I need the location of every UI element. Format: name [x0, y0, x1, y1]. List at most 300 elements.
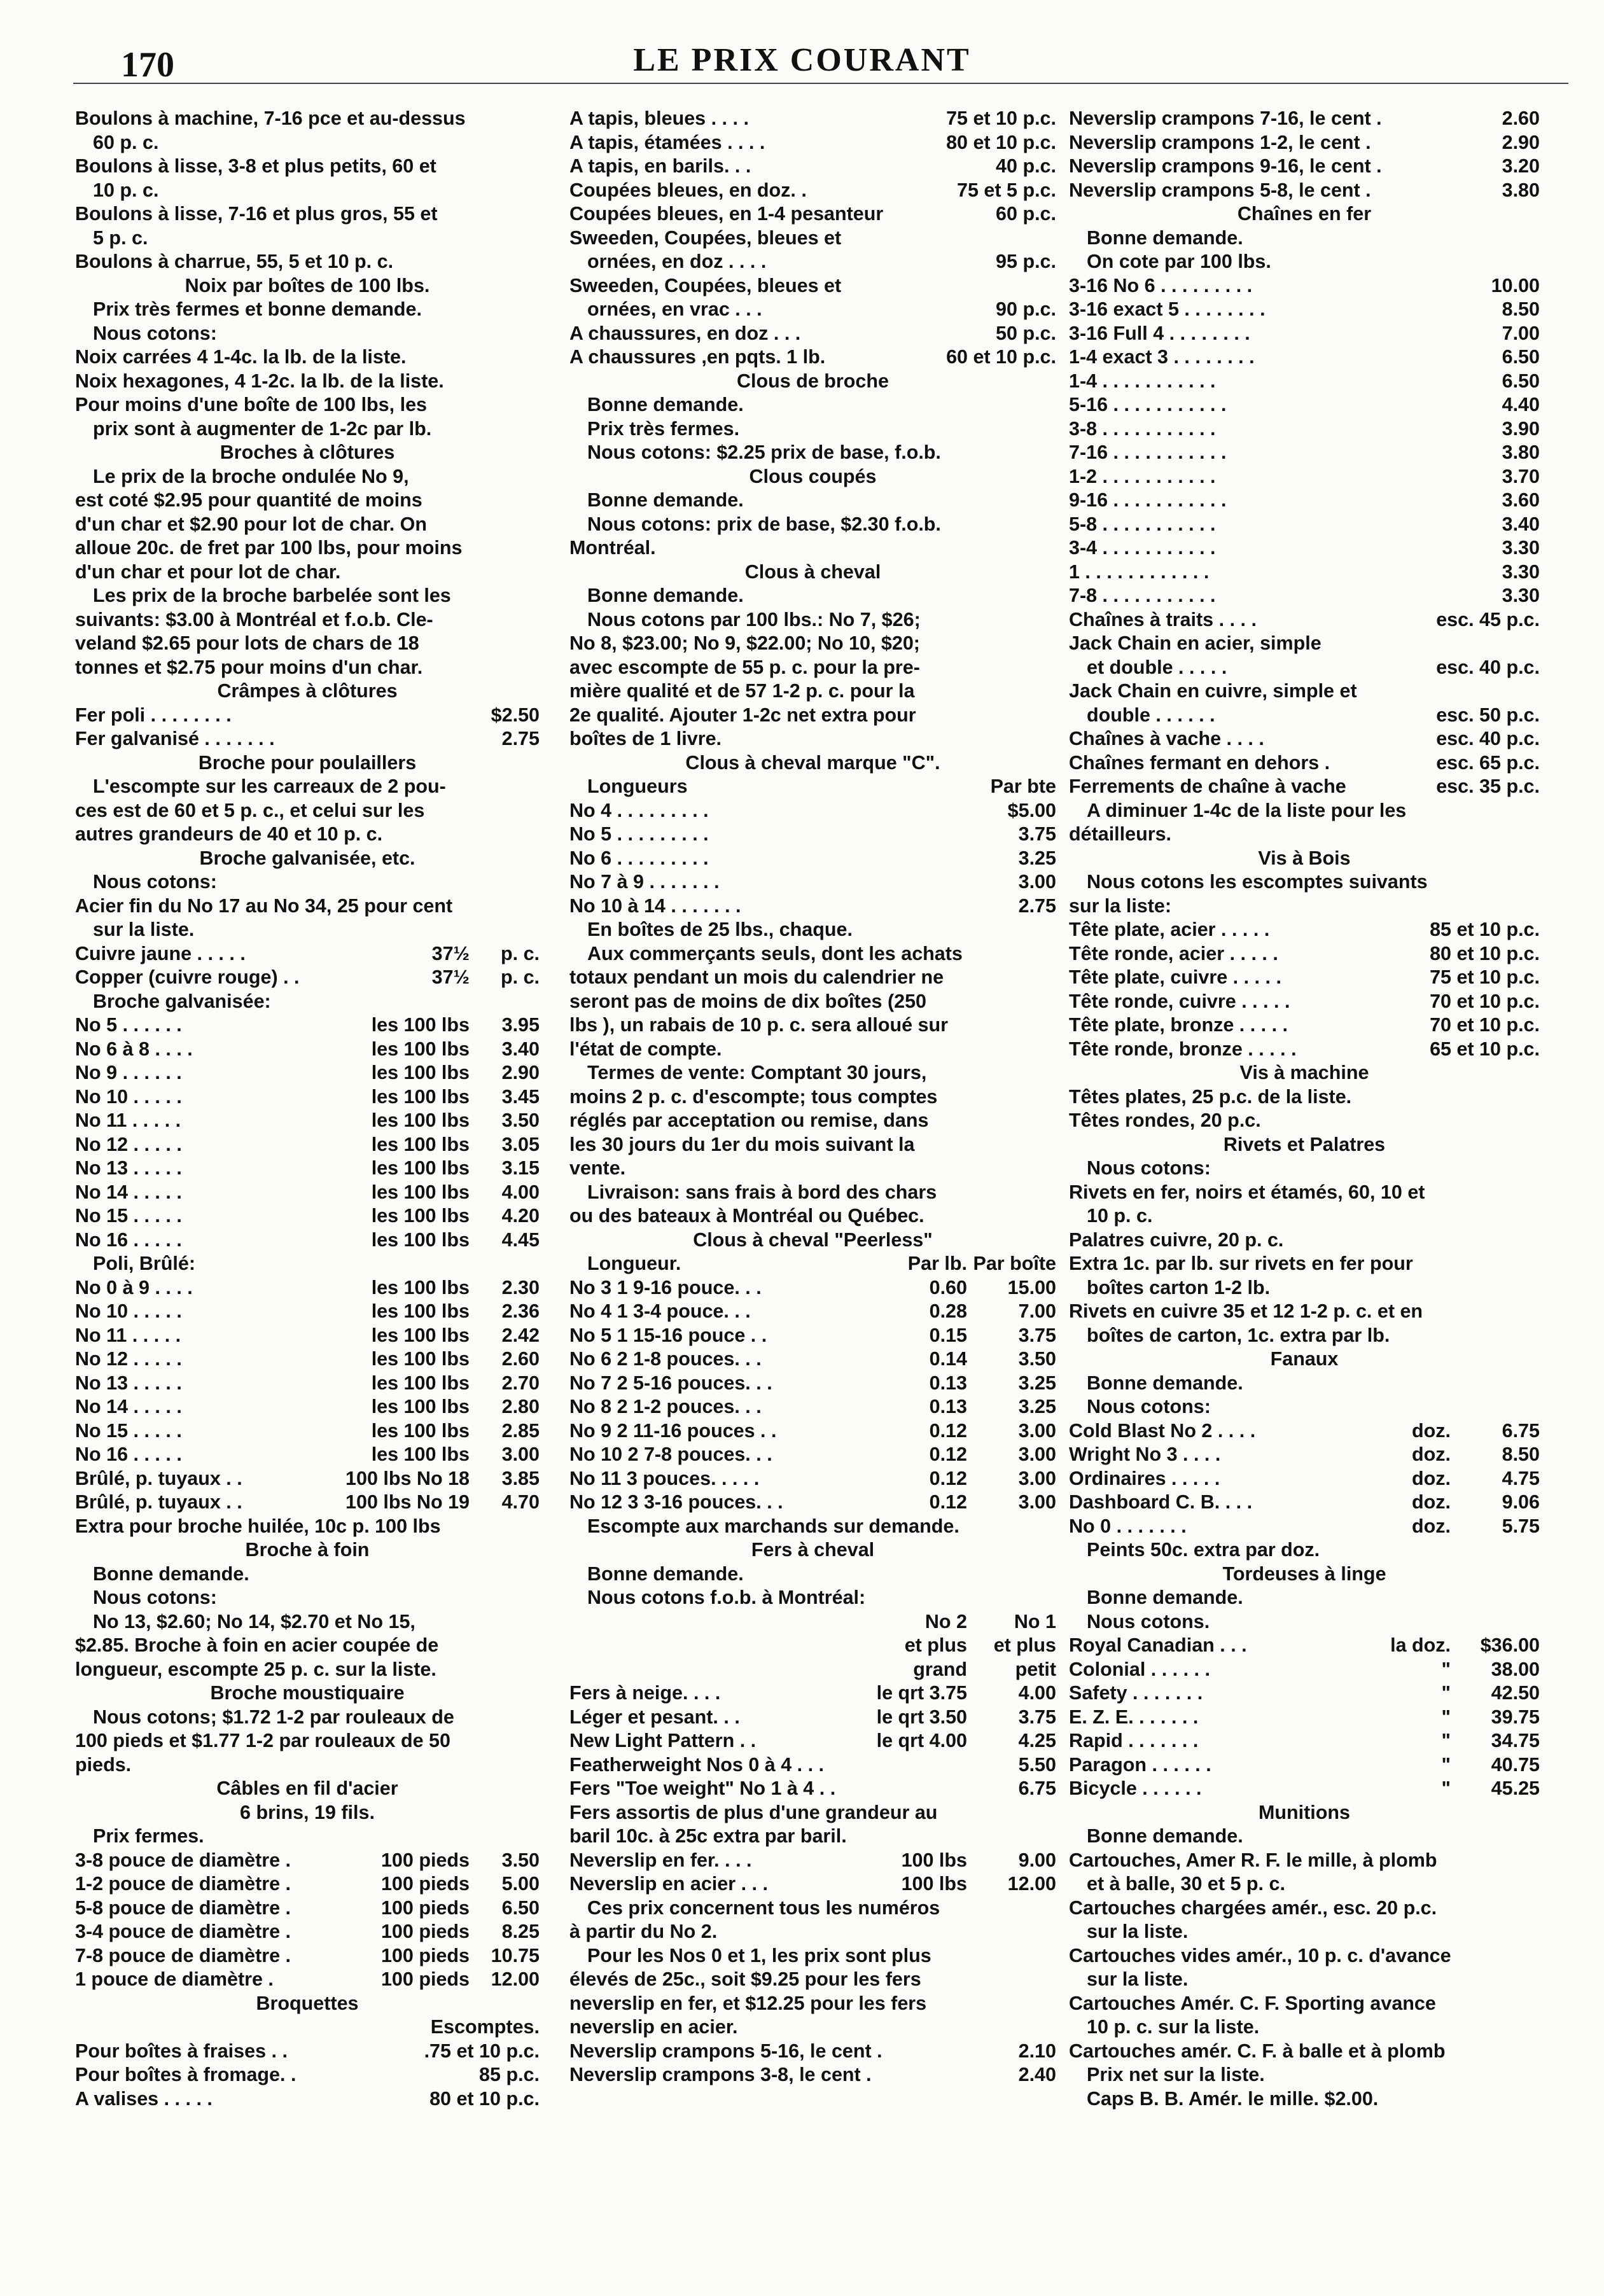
text-line: Aux commerçants seuls, dont les achats — [587, 942, 963, 964]
row-label: Longueurs — [587, 776, 688, 797]
row-value: " — [1441, 1778, 1451, 1799]
row-value: 3.95 — [501, 1014, 540, 1036]
row-value: 34.75 — [1491, 1730, 1540, 1751]
text-line: Fers assortis de plus d'une grandeur au — [569, 1801, 938, 1823]
row-value: esc. 65 p.c. — [1436, 751, 1540, 774]
row-label: Tête plate, bronze . . . . . — [1069, 1014, 1288, 1036]
price-row — [569, 870, 1056, 894]
row-value: esc. 35 p.c. — [1436, 776, 1540, 797]
row-value: 6.50 — [501, 1896, 540, 1919]
row-value: 37½ — [431, 942, 470, 964]
row-value: le qrt 3.75 — [876, 1682, 967, 1704]
price-row — [569, 1681, 1056, 1706]
row-value: 100 pieds — [380, 1968, 470, 1990]
text-line: Bonne demande. — [1087, 226, 1243, 249]
price-row — [1069, 131, 1540, 155]
row-label: Ordinaires . . . . . — [1069, 1467, 1220, 1489]
price-row — [1069, 1753, 1540, 1778]
row-label: Pour boîtes à fromage. . — [75, 2064, 296, 2085]
text-line: réglés par acceptation ou remise, dans — [569, 1110, 929, 1131]
text-line: Prix net sur la liste. — [1087, 2064, 1265, 2085]
text-line: boîtes de 1 livre. — [569, 728, 722, 749]
text-line: neverslip en acier. — [569, 2016, 738, 2038]
row-label: Copper (cuivre rouge) . . — [75, 966, 300, 988]
row-value: 6.75 — [1018, 1778, 1056, 1799]
row-value: les 100 lbs — [371, 1110, 470, 1131]
row-value: 3.75 — [1018, 1324, 1056, 1346]
price-row — [569, 250, 1056, 274]
price-row — [75, 1372, 540, 1396]
price-row — [1069, 345, 1540, 370]
column-3 — [1069, 107, 1540, 2283]
row-value: 0.60 — [929, 1276, 967, 1298]
row-label: 5-16 . . . . . . . . . . . — [1069, 394, 1227, 415]
text-line: est coté $2.95 pour quantité de moins — [75, 489, 422, 511]
row-value: 10.75 — [491, 1944, 540, 1966]
price-row — [75, 1872, 540, 1896]
price-row — [1069, 1729, 1540, 1753]
price-row — [569, 775, 1056, 799]
price-row — [1069, 727, 1540, 751]
price-row — [569, 823, 1056, 847]
section-heading: Clous coupés — [749, 465, 877, 487]
price-row — [1069, 155, 1540, 179]
row-value: " — [1441, 1753, 1451, 1776]
text-line: boîtes carton 1-2 lb. — [1087, 1276, 1271, 1298]
row-value: 40 p.c. — [996, 155, 1056, 177]
row-label: 1-4 . . . . . . . . . . . — [1069, 370, 1216, 392]
row-label: No 15 . . . . . — [75, 1419, 182, 1442]
price-row — [569, 799, 1056, 823]
text-line: Jack Chain en acier, simple — [1069, 632, 1322, 654]
row-value: 0.28 — [929, 1300, 967, 1322]
section-heading: Vis à Bois — [1258, 847, 1351, 869]
text-line: Nous cotons; $1.72 1-2 par rouleaux de — [93, 1706, 454, 1728]
row-value: 4.20 — [501, 1205, 540, 1227]
row-label: 3-16 Full 4 . . . . . . . . — [1069, 322, 1250, 344]
price-row — [75, 727, 540, 751]
price-row — [75, 2087, 540, 2112]
text-line: Bonne demande. — [1087, 1372, 1243, 1394]
row-label: 9-16 . . . . . . . . . . . — [1069, 489, 1227, 511]
section-heading: Munitions — [1259, 1801, 1350, 1823]
row-value: 75 et 10 p.c. — [946, 108, 1056, 129]
text-line: seront pas de moins de dix boîtes (250 — [569, 990, 927, 1012]
price-row — [75, 1896, 540, 1921]
row-label: Royal Canadian . . . — [1069, 1634, 1247, 1656]
row-label: Bicycle . . . . . . — [1069, 1778, 1202, 1799]
row-value: 8.50 — [1502, 298, 1540, 320]
row-label: 1 pouce de diamètre . — [75, 1968, 274, 1990]
row-value: 9.00 — [1018, 1849, 1056, 1871]
price-row — [75, 1419, 540, 1444]
row-label: Léger et pesant. . . — [569, 1706, 740, 1728]
row-value: 3.20 — [1502, 155, 1540, 177]
text-line: veland $2.65 pour lots de chars de 18 — [75, 632, 419, 654]
row-value: 100 pieds — [380, 1944, 470, 1966]
row-value: 85 p.c. — [479, 2064, 540, 2085]
row-value: 3.00 — [1018, 1467, 1056, 1489]
price-row — [1069, 465, 1540, 489]
price-row — [75, 1013, 540, 1038]
price-row — [1069, 1515, 1540, 1539]
text-line: Nous cotons: $2.25 prix de base, f.o.b. — [587, 442, 941, 463]
row-label: ornées, en vrac . . . — [587, 298, 762, 320]
row-label: No 5 . . . . . . . . . — [569, 823, 709, 845]
row-value: les 100 lbs — [371, 1372, 470, 1394]
column-2 — [569, 107, 1056, 2283]
price-row — [569, 107, 1056, 131]
text-line: sur la liste: — [1069, 894, 1172, 917]
row-value: 37½ — [431, 966, 470, 988]
text-line: avec escompte de 55 p. c. pour la pre- — [569, 656, 920, 678]
text-line: A diminuer 1-4c de la liste pour les — [1087, 799, 1407, 821]
price-row — [569, 2063, 1056, 2087]
text-line: Nous cotons f.o.b. à Montréal: — [587, 1587, 866, 1608]
row-label: No 14 . . . . . — [75, 1396, 182, 1417]
price-row — [569, 847, 1056, 871]
row-label — [75, 2015, 393, 2040]
row-label: No 0 à 9 . . . . — [75, 1276, 193, 1298]
text-line: baril 10c. à 25c extra par baril. — [569, 1825, 847, 1847]
price-row — [1069, 417, 1540, 442]
row-label: Ferrements de chaîne à vache — [1069, 776, 1346, 797]
text-line: détailleurs. — [1069, 823, 1172, 845]
price-row — [1069, 441, 1540, 465]
text-line: alloue 20c. de fret par 100 lbs, pour moins — [75, 537, 463, 559]
price-row — [75, 1849, 540, 1873]
price-row — [569, 1634, 1056, 1658]
text-line: sur la liste. — [1087, 1921, 1189, 1942]
price-row — [1069, 1467, 1540, 1491]
price-row — [1069, 536, 1540, 560]
row-label: Chaînes à traits . . . . — [1069, 608, 1257, 630]
row-value: 4.25 — [1018, 1730, 1056, 1751]
row-value: 2.75 — [1018, 894, 1056, 917]
row-value: 60 et 10 p.c. — [946, 346, 1056, 368]
row-label: 1 . . . . . . . . . . . . — [1069, 560, 1210, 583]
row-value: 95 p.c. — [996, 251, 1056, 272]
row-label: Tête plate, acier . . . . . — [1069, 919, 1270, 940]
row-label: No 12 . . . . . — [75, 1133, 182, 1155]
text-line: Peints 50c. extra par doz. — [1087, 1539, 1320, 1561]
row-value: petit — [1015, 1658, 1056, 1680]
price-row — [75, 704, 540, 728]
price-row — [1069, 274, 1540, 298]
price-row — [569, 1491, 1056, 1515]
price-row — [1069, 489, 1540, 513]
row-value: les 100 lbs — [371, 1038, 470, 1060]
row-label: Dashboard C. B. . . . — [1069, 1491, 1253, 1513]
text-line: d'un char et pour lot de char. — [75, 560, 341, 583]
row-value: 40.75 — [1491, 1753, 1540, 1776]
row-value: 2.90 — [1502, 131, 1540, 153]
row-label: et double . . . . . — [1087, 656, 1227, 678]
row-label: 3-8 . . . . . . . . . . . — [1069, 417, 1216, 440]
text-line: prix sont à augmenter de 1-2c par lb. — [93, 417, 432, 440]
text-line: 10 p. c. — [1087, 1205, 1153, 1227]
row-value: 3.00 — [1018, 1444, 1056, 1465]
row-label: Neverslip en acier . . . — [569, 1873, 768, 1895]
row-label: No 4 . . . . . . . . . — [569, 799, 709, 821]
row-label: Rapid . . . . . . . — [1069, 1730, 1199, 1751]
row-label: 3-16 exact 5 . . . . . . . . — [1069, 298, 1266, 320]
row-label: No 5 . . . . . . — [75, 1014, 182, 1036]
row-label: E. Z. E. . . . . . . — [1069, 1706, 1199, 1728]
section-heading: Rivets et Palatres — [1223, 1133, 1386, 1155]
row-label: 3-8 pouce de diamètre . — [75, 1849, 291, 1871]
row-label: No 16 . . . . . — [75, 1228, 182, 1251]
price-row — [569, 1372, 1056, 1396]
price-row — [569, 1395, 1056, 1419]
text-line: Jack Chain en cuivre, simple et — [1069, 680, 1357, 702]
row-value: 3.90 — [1502, 417, 1540, 440]
section-heading: Tordeuses à linge — [1222, 1562, 1386, 1585]
section-heading: Broche galvanisée, etc. — [199, 847, 415, 869]
row-label: double . . . . . . — [1087, 704, 1215, 726]
price-row — [1069, 513, 1540, 537]
text-line: ces est de 60 et 5 p. c., et celui sur les — [75, 799, 425, 821]
row-value: 8.25 — [501, 1921, 540, 1942]
row-label: Featherweight Nos 0 à 4 . . . — [569, 1753, 824, 1776]
row-value: 3.85 — [501, 1467, 540, 1489]
text-line: tonnes et $2.75 pour moins d'un char. — [75, 656, 423, 678]
text-line: totaux pendant un mois du calendrier ne — [569, 966, 944, 988]
row-label: No 9 . . . . . . — [75, 1062, 182, 1083]
row-value: 3.40 — [501, 1038, 540, 1060]
row-value: 3.30 — [1502, 560, 1540, 583]
text-line: moins 2 p. c. d'escompte; tous comptes — [569, 1085, 938, 1108]
row-value: Par lb. — [907, 1253, 967, 1274]
row-value: 2.60 — [501, 1348, 540, 1370]
price-row — [75, 1324, 540, 1348]
row-label: 7-16 . . . . . . . . . . . — [1069, 442, 1227, 463]
row-value: les 100 lbs — [371, 1062, 470, 1083]
price-row — [1069, 1681, 1540, 1706]
text-line: Palatres cuivre, 20 p. c. — [1069, 1228, 1284, 1251]
price-row — [75, 966, 540, 990]
text-line: Têtes plates, 25 p.c. de la liste. — [1069, 1085, 1352, 1108]
row-label: 1-2 . . . . . . . . . . . — [1069, 465, 1216, 487]
price-row — [75, 1491, 540, 1515]
row-value: les 100 lbs — [371, 1014, 470, 1036]
price-row — [75, 1968, 540, 1992]
row-value: 85 et 10 p.c. — [1430, 919, 1540, 940]
row-value: 6.75 — [1502, 1419, 1540, 1442]
row-value: esc. 40 p.c. — [1436, 728, 1540, 749]
price-row — [75, 1395, 540, 1419]
row-label: No 0 . . . . . . . — [1069, 1515, 1187, 1537]
row-value: Escomptes. — [430, 2016, 540, 2038]
row-value: 0.12 — [929, 1419, 967, 1442]
row-label: Neverslip crampons 7-16, le cent . — [1069, 108, 1382, 129]
price-row — [569, 179, 1056, 203]
row-value: les 100 lbs — [371, 1157, 470, 1179]
row-value: doz. — [1412, 1515, 1451, 1537]
row-value: 80 et 10 p.c. — [429, 2087, 540, 2110]
row-value: 100 pieds — [380, 1849, 470, 1871]
text-line: Prix fermes. — [93, 1825, 204, 1847]
row-value: .75 et 10 p.c. — [424, 2040, 540, 2062]
price-row — [1069, 775, 1540, 799]
row-value: 3.50 — [501, 1849, 540, 1871]
price-row — [569, 1658, 1056, 1682]
price-row — [75, 1944, 540, 1968]
row-value: 6.50 — [1502, 346, 1540, 368]
row-label: No 11 . . . . . — [75, 1110, 181, 1131]
row-value: $2.50 — [491, 704, 540, 726]
row-label: No 6 à 8 . . . . — [75, 1038, 193, 1060]
row-label — [569, 1634, 859, 1658]
row-label: No 6 2 1-8 pouces. . . — [569, 1348, 762, 1370]
row-value: 15.00 — [1007, 1276, 1056, 1298]
row-label: No 15 . . . . . — [75, 1205, 182, 1227]
row-value: 9.06 — [1502, 1491, 1540, 1513]
section-heading: Broches à clôtures — [220, 442, 395, 463]
text-line: Sweeden, Coupées, bleues et — [569, 226, 842, 249]
text-line: Rivets en cuivre 35 et 12 1-2 p. c. et en — [1069, 1300, 1423, 1322]
row-value: les 100 lbs — [371, 1300, 470, 1322]
row-value: 65 et 10 p.c. — [1430, 1038, 1540, 1060]
price-row — [75, 1038, 540, 1062]
text-line: Extra 1c. par lb. sur rivets en fer pour — [1069, 1253, 1413, 1274]
price-row — [569, 1872, 1056, 1896]
price-row — [569, 1300, 1056, 1324]
text-line: Nous cotons: — [93, 871, 217, 893]
text-line: pieds. — [75, 1753, 132, 1776]
text-line: lbs ), un rabais de 10 p. c. sera alloué sur — [569, 1014, 948, 1036]
row-label: No 11 3 pouces. . . . . — [569, 1467, 760, 1489]
row-label: 3-4 . . . . . . . . . . . — [1069, 537, 1216, 559]
price-row — [1069, 1777, 1540, 1801]
text-line: Nous cotons. — [1087, 1610, 1210, 1632]
row-label: Colonial . . . . . . — [1069, 1658, 1210, 1680]
row-label: Tête ronde, acier . . . . . — [1069, 942, 1278, 964]
section-heading: Fers à cheval — [751, 1539, 875, 1561]
price-row — [75, 1920, 540, 1944]
section-heading: Broquettes — [256, 1992, 359, 2014]
price-row — [569, 322, 1056, 346]
row-label: A chaussures, en doz . . . — [569, 322, 801, 344]
page-title: LE PRIX COURANT — [633, 42, 971, 78]
text-line: et à balle, 30 et 5 p. c. — [1087, 1873, 1285, 1895]
row-value: 39.75 — [1491, 1706, 1540, 1728]
row-value: 2.36 — [501, 1300, 540, 1322]
text-line: Cartouches vides amér., 10 p. c. d'avance — [1069, 1944, 1451, 1966]
price-row — [75, 1157, 540, 1181]
row-label: A valises . . . . . — [75, 2087, 213, 2110]
text-line: Cartouches Amér. C. F. Sporting avance — [1069, 1992, 1436, 2014]
row-value: 4.40 — [1502, 394, 1540, 415]
row-label: Safety . . . . . . . — [1069, 1682, 1203, 1704]
row-label: No 11 . . . . . — [75, 1324, 181, 1346]
row-label: 3-16 No 6 . . . . . . . . . — [1069, 274, 1253, 296]
row-value: 38.00 — [1491, 1658, 1540, 1680]
row-label: Chaînes à vache . . . . — [1069, 728, 1264, 749]
row-value: 75 et 10 p.c. — [1430, 966, 1540, 988]
row-label: A tapis, étamées . . . . — [569, 131, 765, 153]
row-value: 3.75 — [1018, 1706, 1056, 1728]
row-label: 5-8 pouce de diamètre . — [75, 1896, 291, 1919]
price-row — [75, 1443, 540, 1467]
row-value: 0.12 — [929, 1444, 967, 1465]
price-row — [75, 2063, 540, 2087]
text-line: Escompte aux marchands sur demande. — [587, 1515, 959, 1537]
row-label: No 7 à 9 . . . . . . . — [569, 871, 720, 893]
text-line: Broche galvanisée: — [93, 990, 271, 1012]
row-value: 100 pieds — [380, 1873, 470, 1895]
row-label: Chaînes fermant en dehors . — [1069, 751, 1330, 774]
row-value: les 100 lbs — [371, 1444, 470, 1465]
text-line: En boîtes de 25 lbs., chaque. — [587, 919, 853, 940]
row-label: A tapis, en barils. . . — [569, 155, 751, 177]
row-label: No 9 2 11-16 pouces . . — [569, 1419, 777, 1442]
row-label: Fers à neige. . . . — [569, 1682, 721, 1704]
row-label: 1-4 exact 3 . . . . . . . . — [1069, 346, 1255, 368]
row-value: le qrt 3.50 — [876, 1706, 967, 1728]
row-label: No 6 . . . . . . . . . — [569, 847, 709, 869]
text-line: $2.85. Broche à foin en acier coupée de — [75, 1634, 439, 1656]
price-row — [569, 131, 1056, 155]
row-label: No 7 2 5-16 pouces. . . — [569, 1372, 772, 1394]
text-line: No 13, $2.60; No 14, $2.70 et No 15, — [93, 1610, 415, 1632]
row-value: doz. — [1412, 1419, 1451, 1442]
row-value: 3.25 — [1018, 1396, 1056, 1417]
row-value: " — [1441, 1730, 1451, 1751]
price-row — [569, 1276, 1056, 1300]
row-value: 2.90 — [501, 1062, 540, 1083]
text-line: Nous cotons: — [1087, 1157, 1211, 1179]
row-value: 3.30 — [1502, 537, 1540, 559]
row-label: A tapis, bleues . . . . — [569, 108, 749, 129]
row-value: les 100 lbs — [371, 1181, 470, 1203]
text-line: 5 p. c. — [93, 226, 148, 249]
row-label: Cold Blast No 2 . . . . — [1069, 1419, 1256, 1442]
price-row — [569, 1252, 1056, 1276]
row-value: 10.00 — [1491, 274, 1540, 296]
row-label: Pour boîtes à fraises . . — [75, 2040, 288, 2062]
section-heading: Noix par boîtes de 100 lbs. — [185, 274, 430, 296]
price-row — [75, 1181, 540, 1205]
text-line: boîtes de carton, 1c. extra par lb. — [1087, 1324, 1390, 1346]
row-value: 2.30 — [501, 1276, 540, 1298]
price-row — [569, 1729, 1056, 1753]
row-value: 100 lbs — [901, 1849, 967, 1871]
row-value: 70 et 10 p.c. — [1430, 1014, 1540, 1036]
row-value: p. c. — [500, 942, 540, 964]
row-value: " — [1441, 1682, 1451, 1704]
text-line: Rivets en fer, noirs et étamés, 60, 10 et — [1069, 1181, 1425, 1203]
row-label: Coupées bleues, en 1-4 pesanteur — [569, 203, 884, 225]
price-row — [75, 2015, 540, 2040]
section-heading: Broche moustiquaire — [210, 1682, 405, 1704]
text-line: L'escompte sur les carreaux de 2 pou- — [93, 776, 446, 797]
page-number: 170 — [121, 45, 174, 85]
row-value: p. c. — [500, 966, 540, 988]
row-value: 2.75 — [501, 728, 540, 749]
text-line: Bonne demande. — [587, 1562, 744, 1585]
row-value: 0.15 — [929, 1324, 967, 1346]
row-value: les 100 lbs — [371, 1205, 470, 1227]
row-value: 75 et 5 p.c. — [957, 179, 1056, 201]
row-label: No 13 . . . . . — [75, 1157, 182, 1179]
row-label: Brûlé, p. tuyaux . . — [75, 1467, 242, 1489]
row-label: No 8 2 1-2 pouces. . . — [569, 1396, 762, 1417]
text-line: Les prix de la broche barbelée sont les — [93, 585, 451, 606]
row-label: Brûlé, p. tuyaux . . — [75, 1491, 242, 1513]
row-label — [569, 1658, 859, 1682]
row-value: 3.00 — [1018, 871, 1056, 893]
